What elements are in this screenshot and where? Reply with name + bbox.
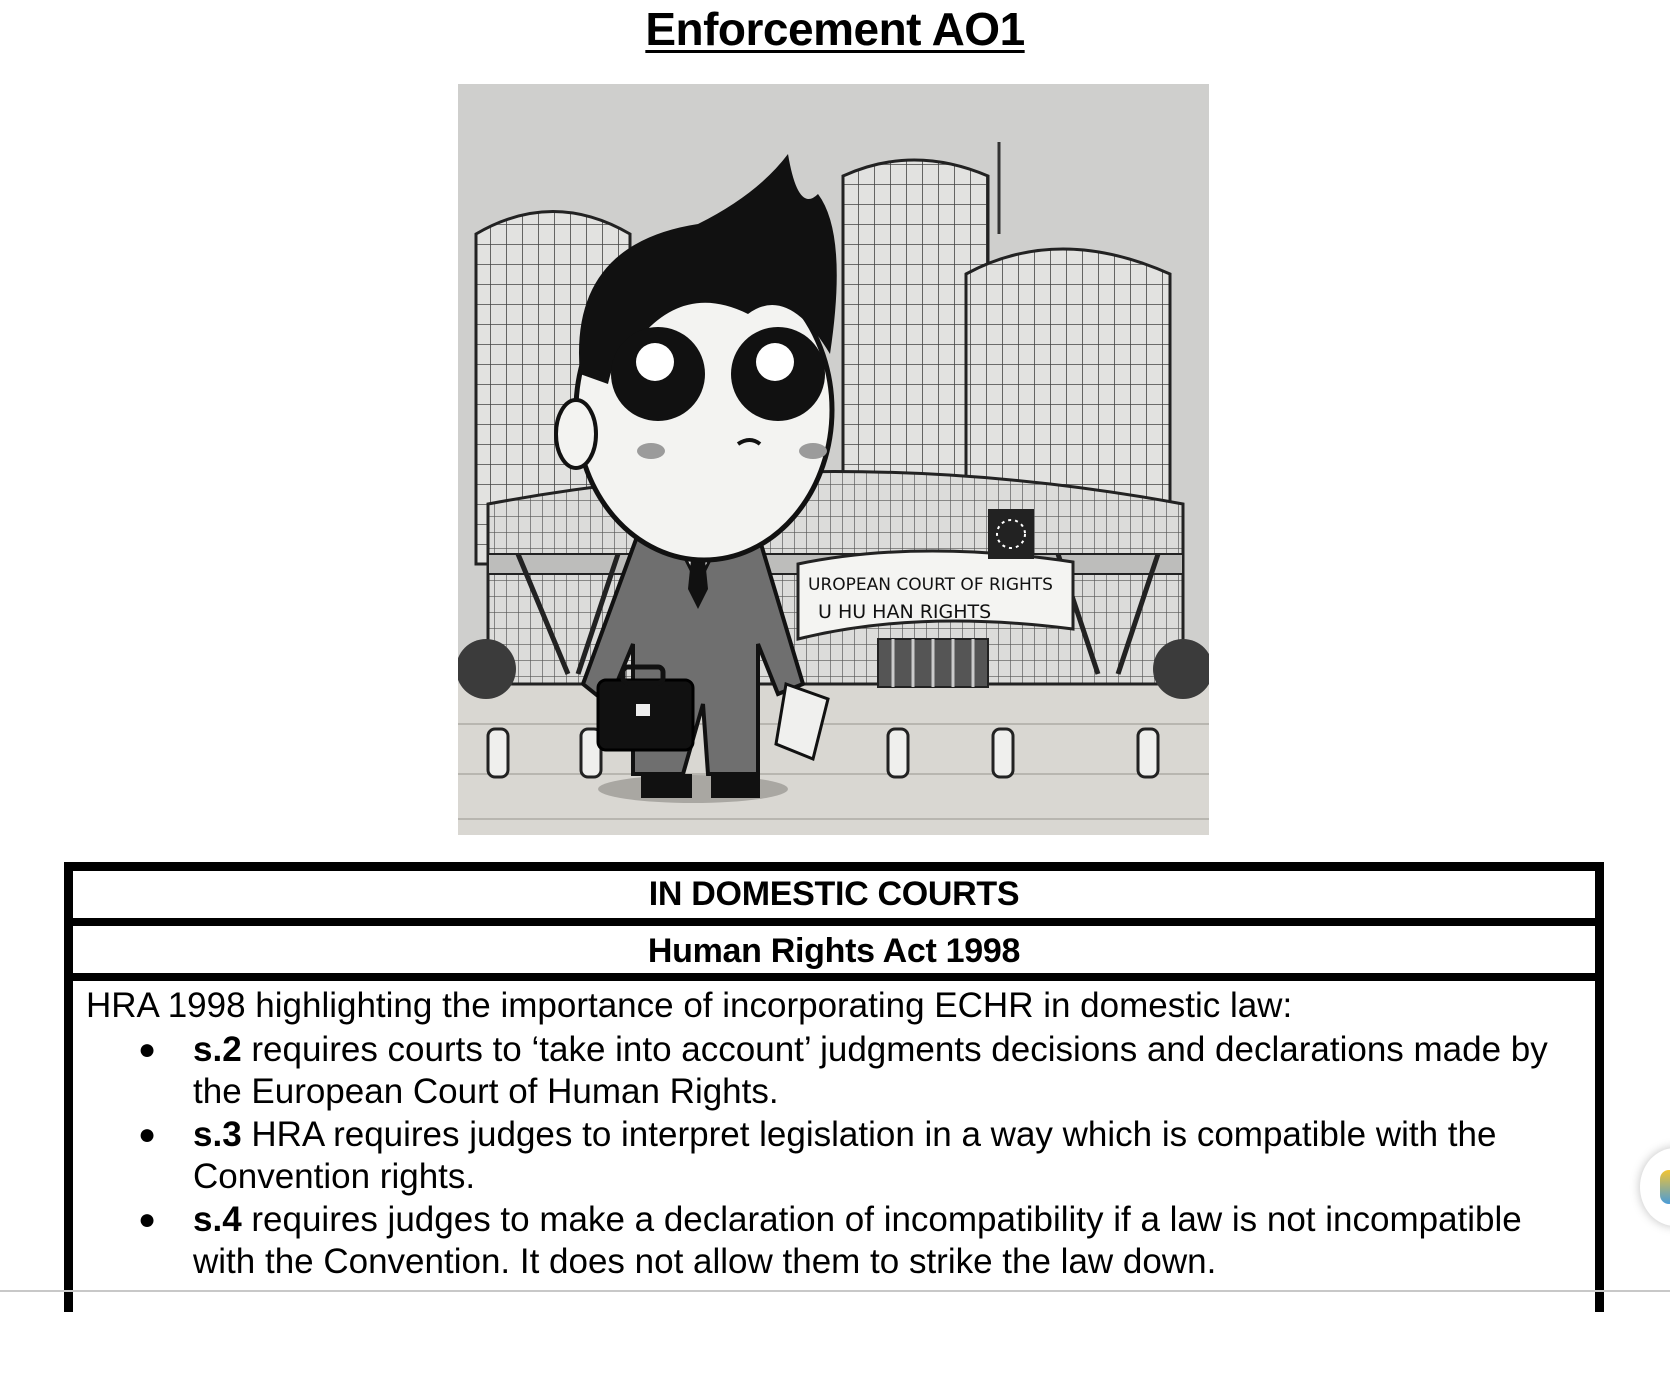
section-number: s.3 — [193, 1115, 242, 1154]
intro-text: HRA 1998 highlighting the importance of incorporating ECHR in domestic law: — [86, 986, 1293, 1025]
table-header: IN DOMESTIC COURTS — [73, 871, 1595, 918]
section-number: s.4 — [193, 1200, 242, 1239]
svg-text:U HU HAN RIGHTS: U HU HAN RIGHTS — [818, 601, 992, 623]
list-item — [138, 1199, 1585, 1283]
divider — [0, 1290, 1670, 1292]
table-body-cell — [73, 981, 1595, 1381]
domestic-courts-table — [64, 862, 1604, 1312]
logo-icon — [1660, 1170, 1670, 1204]
bullet-icon: ● — [138, 1033, 157, 1066]
section-list — [86, 1029, 1585, 1283]
section-number: s.2 — [193, 1030, 242, 1069]
bullet-icon: ● — [138, 1203, 157, 1236]
court-cartoon-image — [458, 84, 1209, 835]
bullet-icon: ● — [138, 1118, 157, 1151]
section-text: requires courts to ‘take into account’ judgments decisions and declarations made by the European Court of Human Rights. — [193, 1030, 1548, 1111]
list-item — [138, 1114, 1585, 1198]
section-text: requires judges to make a declaration of incompatibility if a law is not incompatible with the Convention. It does not allow them to strike the law down. — [193, 1200, 1522, 1281]
page-title: Enforcement AO1 — [645, 3, 1025, 55]
list-item — [138, 1029, 1585, 1113]
assistant-launcher-icon[interactable] — [1640, 1148, 1670, 1226]
section-text: HRA requires judges to interpret legislation in a way which is compatible with the Convention rights. — [193, 1115, 1497, 1196]
svg-text:UROPEAN COURT OF RIGHTS: UROPEAN COURT OF RIGHTS — [808, 575, 1053, 595]
table-subheader: Human Rights Act 1998 — [73, 926, 1595, 973]
